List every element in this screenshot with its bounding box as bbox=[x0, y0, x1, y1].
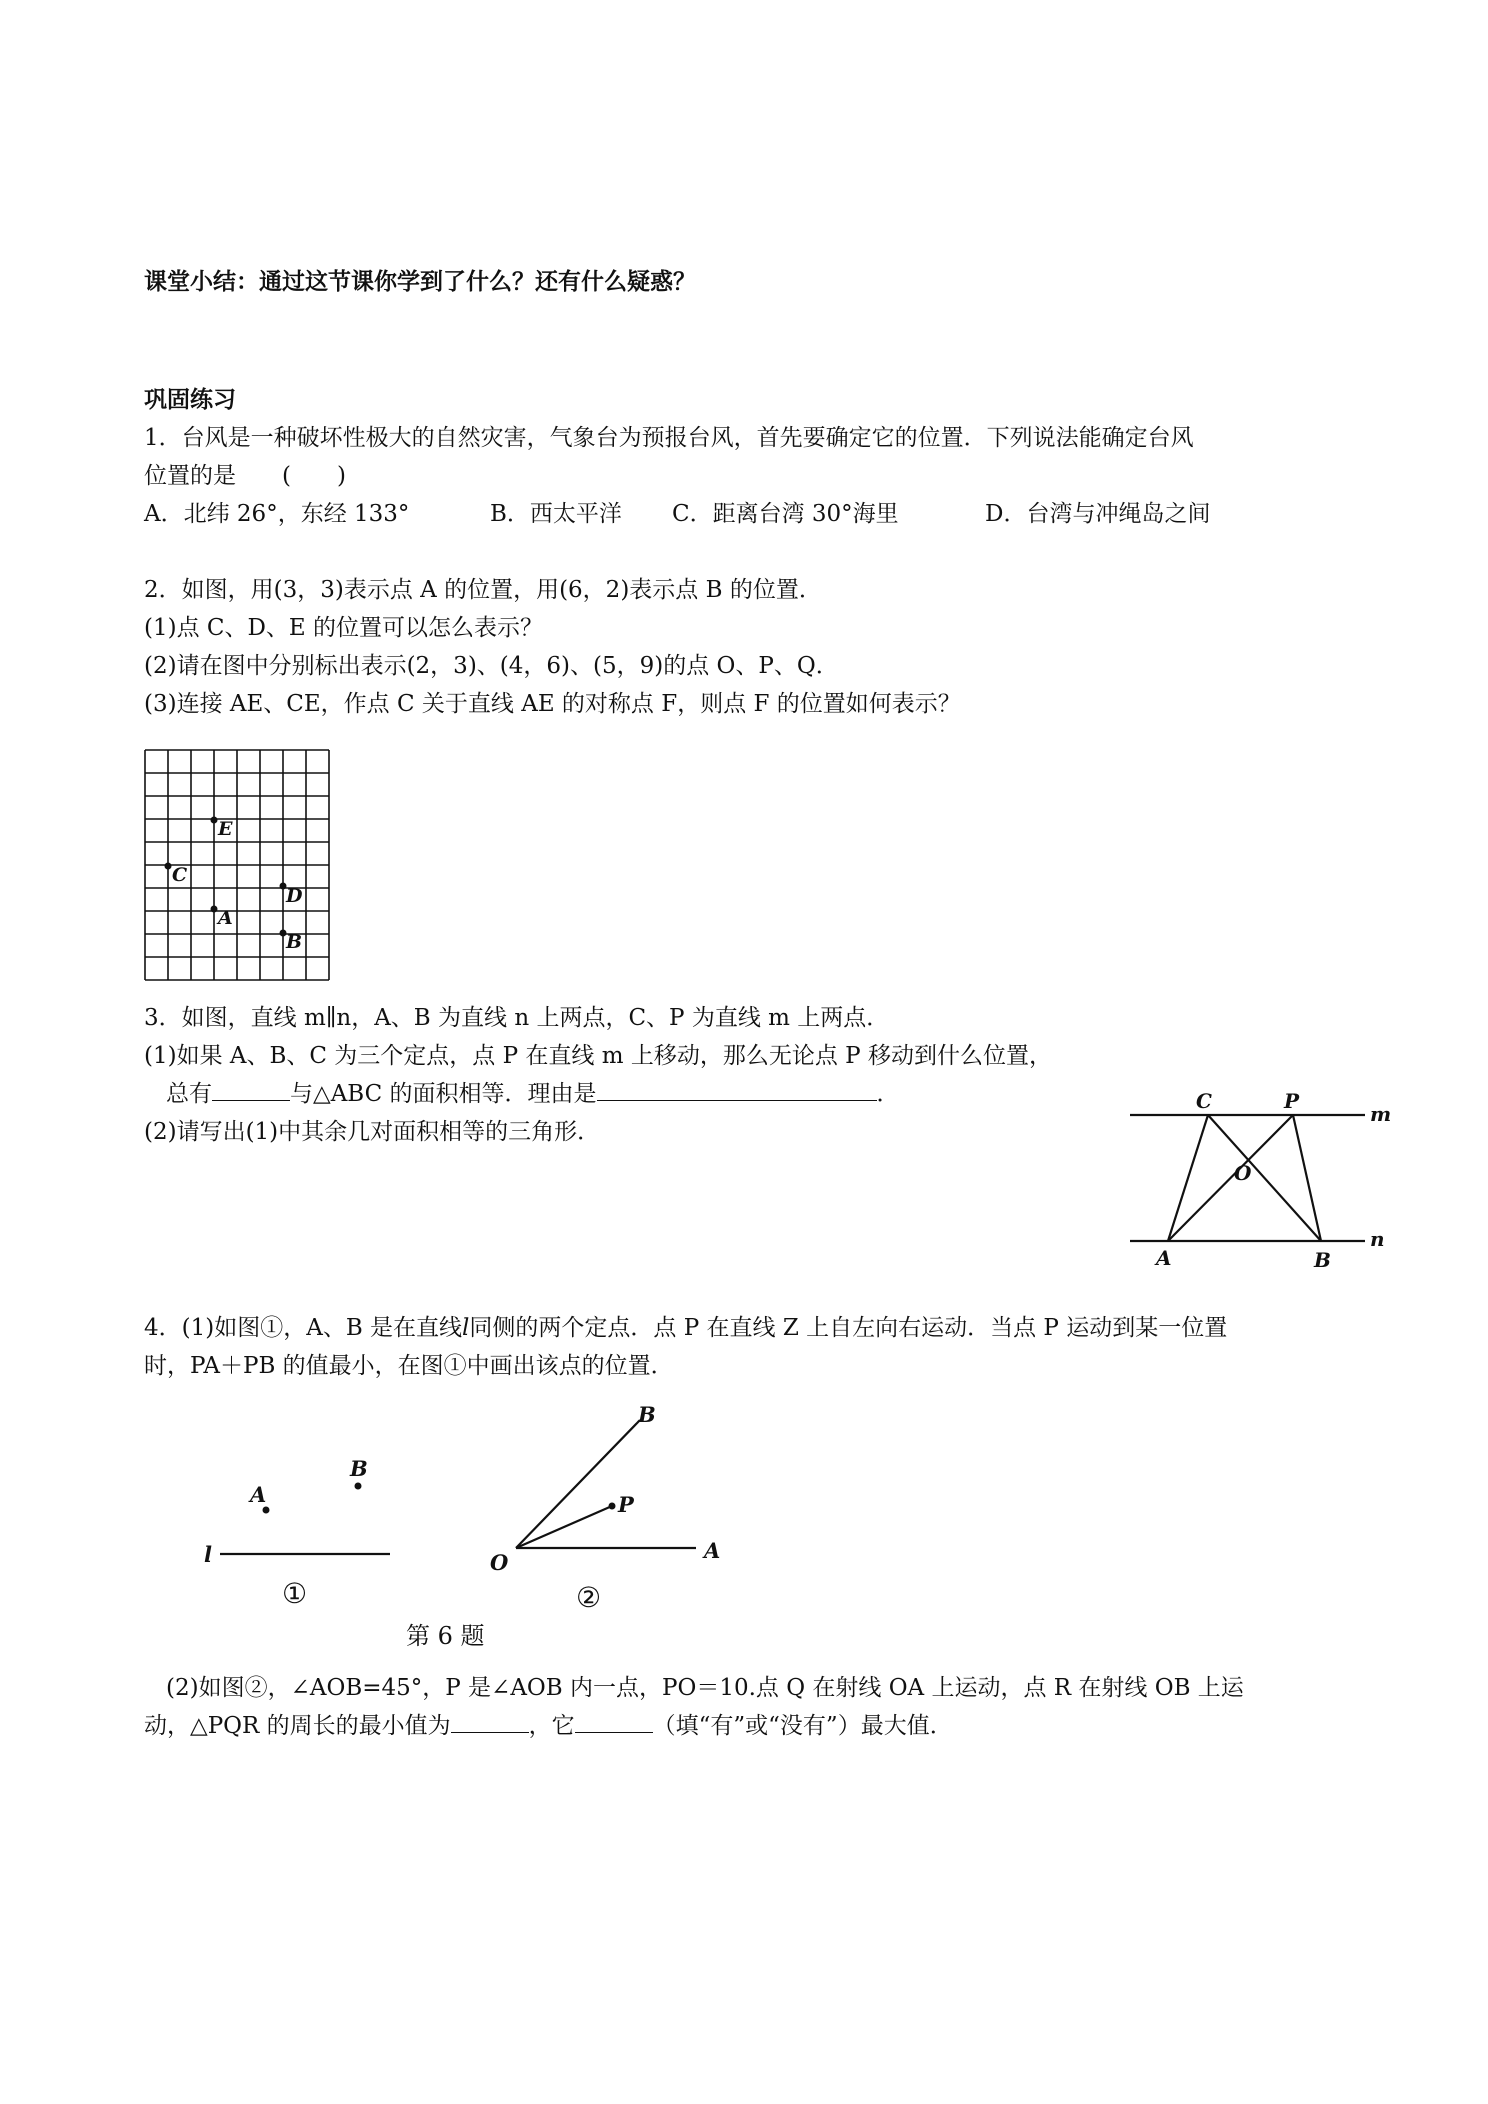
q4-p2-line1: (2)如图②，∠AOB=45°，P 是∠AOB 内一点，PO＝10.点 Q 在射线 OA 上运动，点 R 在射线 OB 上运 bbox=[166, 1675, 1244, 1701]
q3-line3 bbox=[166, 1078, 900, 1110]
point-c bbox=[165, 863, 172, 870]
q3-line2: (1)如果 A、B、C 为三个定点，点 P 在直线 m 上移动，那么无论点 P 移动到什么位置， bbox=[144, 1043, 1052, 1069]
q1-line1: 1．台风是一种破坏性极大的自然灾害，气象台为预报台风，首先要确定它的位置．下列说法能确定台风 bbox=[144, 425, 1194, 451]
fig2-label-o: O bbox=[490, 1550, 509, 1575]
point-e bbox=[211, 817, 218, 824]
q3-line4: (2)请写出(1)中其余几对面积相等的三角形． bbox=[144, 1119, 601, 1145]
fig3-label-p: P bbox=[1284, 1089, 1300, 1113]
fig1-point-a bbox=[263, 1507, 270, 1514]
fig2-number: ② bbox=[576, 1581, 602, 1614]
q4-p2-line2-b: ，它 bbox=[528, 1713, 575, 1739]
fig1-label-a: A bbox=[250, 1482, 267, 1507]
grid-label-c: C bbox=[172, 864, 188, 886]
segment-op bbox=[516, 1506, 612, 1548]
q3-line3-c: ． bbox=[876, 1081, 900, 1107]
figure-caption: 第 6 题 bbox=[406, 1622, 485, 1650]
q4-p2-line2-c: （填“有”或“没有”）最大值． bbox=[652, 1713, 953, 1739]
fig3-label-b: B bbox=[1314, 1248, 1331, 1272]
grid-label-d: D bbox=[286, 885, 303, 907]
fig3-label-o: O bbox=[1234, 1161, 1252, 1185]
q1-option-b: B．西太平洋 bbox=[490, 501, 622, 527]
q4-p2-line2-a: 动，△PQR 的周长的最小值为 bbox=[144, 1713, 451, 1739]
fig1-label-b: B bbox=[350, 1456, 368, 1481]
point-a bbox=[211, 906, 218, 913]
figure-2 bbox=[490, 1402, 720, 1614]
q4-line1-b: 同侧的两个定点．点 P 在直线 Z 上自左向右运动．当点 P 运动到某一位置 bbox=[469, 1315, 1228, 1341]
q4-p2-line2 bbox=[144, 1710, 953, 1742]
q1-option-a: A．北纬 26°，东经 133° bbox=[144, 501, 410, 527]
q4-blank-has-max[interactable] bbox=[575, 1710, 653, 1733]
fig3-label-c: C bbox=[1196, 1089, 1212, 1113]
q2-line3: (2)请在图中分别标出表示(2，3)、(4，6)、(5，9)的点 O、P、Q． bbox=[144, 653, 839, 679]
ray-ob bbox=[516, 1420, 640, 1548]
grid-label-b: B bbox=[286, 931, 303, 953]
segment-cb bbox=[1208, 1115, 1321, 1241]
q3-blank-triangle[interactable] bbox=[212, 1078, 290, 1101]
grid-label-e: E bbox=[218, 818, 233, 840]
q4-blank-min-perimeter[interactable] bbox=[451, 1710, 529, 1733]
q2-line4: (3)连接 AE、CE，作点 C 关于直线 AE 的对称点 F，则点 F 的位置如何表示？ bbox=[144, 691, 961, 717]
practice-heading: 巩固练习 bbox=[144, 386, 236, 413]
grid-figure bbox=[140, 748, 340, 984]
fig2-label-a: A bbox=[704, 1538, 721, 1563]
fig3-label-a: A bbox=[1156, 1246, 1172, 1270]
q2-line1: 2．如图，用(3，3)表示点 A 的位置，用(6，2)表示点 B 的位置． bbox=[144, 577, 822, 603]
fig2-label-p: P bbox=[618, 1492, 634, 1517]
segment-pa bbox=[1168, 1115, 1293, 1241]
q3-line3-b: 与△ABC 的面积相等．理由是 bbox=[290, 1081, 597, 1107]
fig3-label-n: n bbox=[1370, 1227, 1385, 1251]
fig2-label-b: B bbox=[638, 1402, 656, 1427]
fig3-label-m: m bbox=[1370, 1102, 1392, 1126]
q3-blank-reason[interactable] bbox=[597, 1078, 877, 1101]
q4-line1 bbox=[144, 1312, 1227, 1344]
q4-line1-a: 4．(1)如图①，A、B 是在直线 bbox=[144, 1315, 463, 1341]
q1-line2: 位置的是 ( ) bbox=[144, 463, 346, 489]
q3-line1: 3．如图，直线 m∥n，A、B 为直线 n 上两点，C、P 为直线 m 上两点． bbox=[144, 1005, 890, 1031]
segment-pb bbox=[1293, 1115, 1321, 1241]
q2-line2: (1)点 C、D、E 的位置可以怎么表示？ bbox=[144, 615, 544, 641]
q4-figures bbox=[190, 1400, 750, 1650]
fig1-number: ① bbox=[282, 1577, 308, 1610]
grid-label-a: A bbox=[218, 907, 233, 929]
q4-line1-l: l bbox=[462, 1315, 470, 1341]
fig2-point-p bbox=[609, 1503, 616, 1510]
q4-line2: 时，PA＋PB 的值最小，在图①中画出该点的位置． bbox=[144, 1353, 674, 1379]
summary-title: 课堂小结：通过这节课你学到了什么？还有什么疑惑？ bbox=[144, 268, 696, 295]
figure-1 bbox=[204, 1456, 390, 1610]
q1-option-c: C．距离台湾 30°海里 bbox=[672, 501, 899, 527]
q1-option-d: D．台湾与冲绳岛之间 bbox=[985, 501, 1211, 527]
fig1-label-l: l bbox=[204, 1542, 212, 1567]
parallel-lines-figure bbox=[1120, 1080, 1390, 1280]
fig1-point-b bbox=[355, 1483, 362, 1490]
q3-line3-a: 总有 bbox=[166, 1081, 212, 1107]
